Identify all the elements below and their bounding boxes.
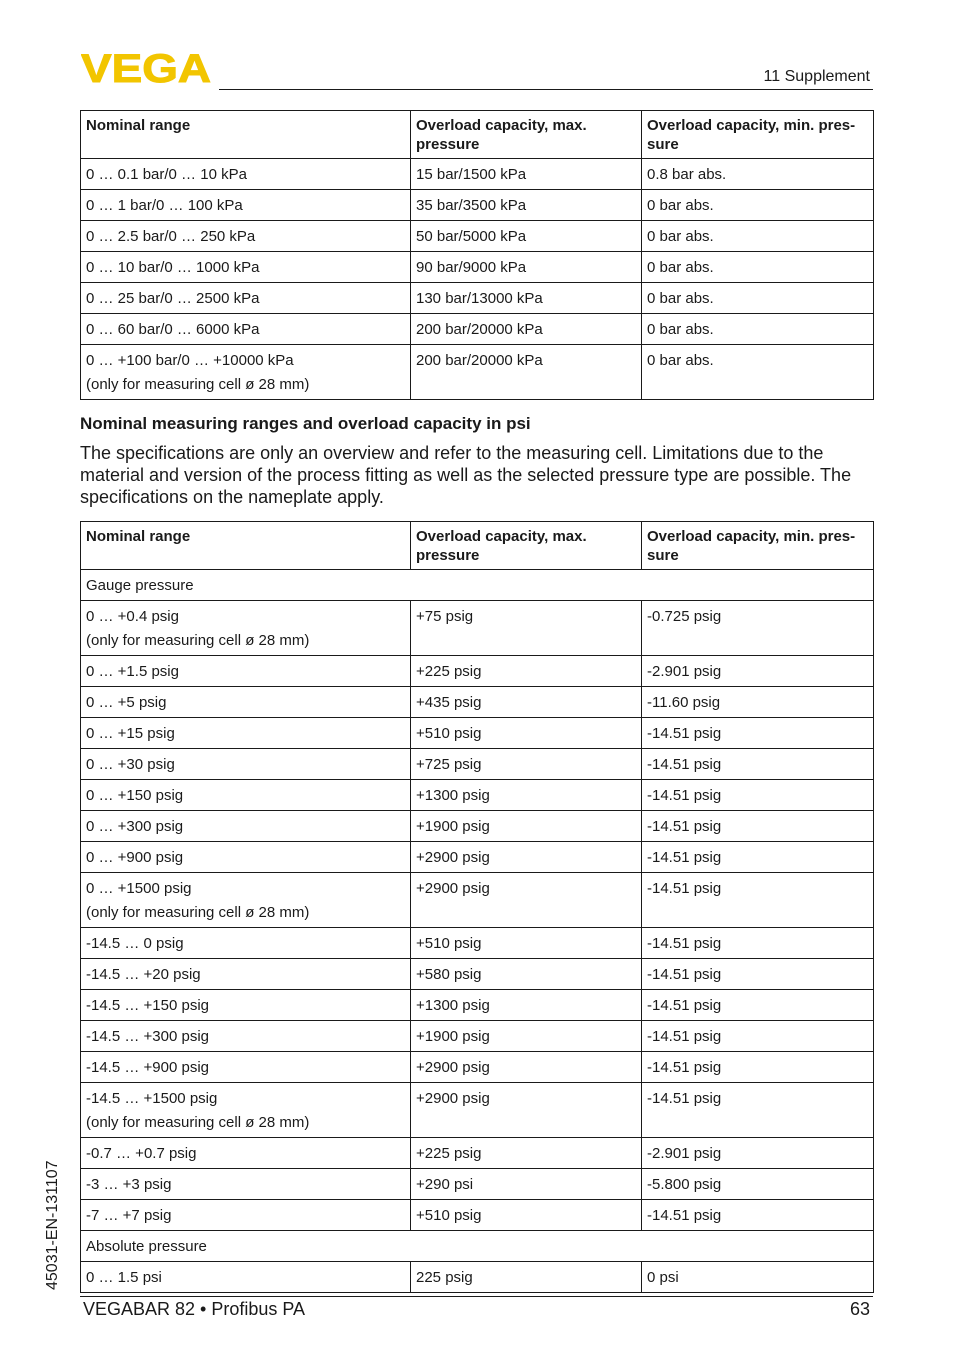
footer-title: VEGABAR 82 • Profibus PA bbox=[83, 1299, 306, 1319]
group-row-gauge bbox=[81, 570, 874, 601]
table-row bbox=[81, 990, 874, 1021]
cell-range: -14.5 … +300 psig bbox=[81, 1021, 411, 1052]
cell-range: -14.5 … +900 psig bbox=[81, 1052, 411, 1083]
cell-min: 0 bar abs. bbox=[642, 345, 874, 400]
range-text: -14.5 … +1500 psig bbox=[86, 1090, 218, 1107]
cell-max: +1300 psig bbox=[411, 780, 642, 811]
cell-max: 200 bar/20000 kPa bbox=[411, 345, 642, 400]
header-overload-min: Overload capacity, min. pres-sure bbox=[642, 522, 874, 570]
table-row bbox=[81, 190, 874, 221]
footer-divider bbox=[80, 1296, 873, 1297]
cell-min: -14.51 psig bbox=[642, 780, 874, 811]
table-row bbox=[81, 1138, 874, 1169]
cell-max: +2900 psig bbox=[411, 1052, 642, 1083]
table-header-row bbox=[81, 522, 874, 570]
cell-range: -0.7 … +0.7 psig bbox=[81, 1138, 411, 1169]
cell-min: -14.51 psig bbox=[642, 959, 874, 990]
cell-range: -7 … +7 psig bbox=[81, 1200, 411, 1231]
table-row bbox=[81, 1021, 874, 1052]
cell-range: 0 … +300 psig bbox=[81, 811, 411, 842]
cell-range: 0 … +30 psig bbox=[81, 749, 411, 780]
cell-range: 0 … 10 bar/0 … 1000 kPa bbox=[81, 252, 411, 283]
range-note: (only for measuring cell ø 28 mm) bbox=[86, 632, 310, 649]
cell-max: +225 psig bbox=[411, 1138, 642, 1169]
table-row bbox=[81, 1052, 874, 1083]
cell-max: 50 bar/5000 kPa bbox=[411, 221, 642, 252]
cell-min: 0 bar abs. bbox=[642, 190, 874, 221]
cell-max: +580 psig bbox=[411, 959, 642, 990]
table-header-row bbox=[81, 111, 874, 159]
table-row bbox=[81, 601, 874, 656]
table-row bbox=[81, 1262, 874, 1293]
cell-max: +510 psig bbox=[411, 718, 642, 749]
cell-range bbox=[81, 601, 411, 656]
psi-table-body bbox=[81, 570, 874, 1293]
range-text: 0 … +0.4 psig bbox=[86, 608, 179, 625]
cell-range: 0 … 0.1 bar/0 … 10 kPa bbox=[81, 159, 411, 190]
cell-min: 0 bar abs. bbox=[642, 221, 874, 252]
cell-min: -14.51 psig bbox=[642, 1021, 874, 1052]
cell-range: 0 … 2.5 bar/0 … 250 kPa bbox=[81, 221, 411, 252]
cell-min: -14.51 psig bbox=[642, 873, 874, 928]
cell-min: -14.51 psig bbox=[642, 990, 874, 1021]
range-note: (only for measuring cell ø 28 mm) bbox=[86, 376, 310, 393]
table-row bbox=[81, 314, 874, 345]
cell-range: 0 … +1.5 psig bbox=[81, 656, 411, 687]
cell-max: +510 psig bbox=[411, 1200, 642, 1231]
cell-max: +2900 psig bbox=[411, 842, 642, 873]
cell-max: +1900 psig bbox=[411, 811, 642, 842]
cell-max: 35 bar/3500 kPa bbox=[411, 190, 642, 221]
cell-max: 15 bar/1500 kPa bbox=[411, 159, 642, 190]
table-row bbox=[81, 159, 874, 190]
cell-range bbox=[81, 1083, 411, 1138]
logo-text: VEGA bbox=[81, 52, 211, 84]
vega-logo bbox=[81, 52, 211, 84]
table-row bbox=[81, 928, 874, 959]
cell-range: 0 … 60 bar/0 … 6000 kPa bbox=[81, 314, 411, 345]
table-row bbox=[81, 842, 874, 873]
cell-max: 200 bar/20000 kPa bbox=[411, 314, 642, 345]
section-label: 11 Supplement bbox=[763, 68, 870, 85]
table-row bbox=[81, 221, 874, 252]
cell-range: 0 … +15 psig bbox=[81, 718, 411, 749]
cell-max: +75 psig bbox=[411, 601, 642, 656]
cell-range: -14.5 … +150 psig bbox=[81, 990, 411, 1021]
range-text: 0 … +1500 psig bbox=[86, 880, 192, 897]
cell-min: -14.51 psig bbox=[642, 1083, 874, 1138]
cell-max: +2900 psig bbox=[411, 1083, 642, 1138]
table-row bbox=[81, 873, 874, 928]
cell-range: -14.5 … 0 psig bbox=[81, 928, 411, 959]
cell-max: 90 bar/9000 kPa bbox=[411, 252, 642, 283]
cell-min: 0.8 bar abs. bbox=[642, 159, 874, 190]
cell-min: -11.60 psig bbox=[642, 687, 874, 718]
group-label: Gauge pressure bbox=[81, 570, 874, 601]
table-row bbox=[81, 1200, 874, 1231]
cell-range: -3 … +3 psig bbox=[81, 1169, 411, 1200]
intro-paragraph: The specifications are only an overview and refer to the measuring cell. Limitations due to the material and version of the process fitting as well as the selected pressure type are possible. The specifications on the nameplate apply. bbox=[80, 443, 852, 507]
header-divider bbox=[219, 89, 873, 90]
cell-min: -14.51 psig bbox=[642, 1200, 874, 1231]
table-row bbox=[81, 345, 874, 400]
table-row bbox=[81, 283, 874, 314]
cell-min: -0.725 psig bbox=[642, 601, 874, 656]
cell-max: +2900 psig bbox=[411, 873, 642, 928]
header-nominal-range: Nominal range bbox=[81, 522, 411, 570]
header-overload-max: Overload capacity, max. pressure bbox=[411, 111, 642, 159]
table-row bbox=[81, 687, 874, 718]
cell-range: -14.5 … +20 psig bbox=[81, 959, 411, 990]
cell-range bbox=[81, 345, 411, 400]
cell-min: 0 bar abs. bbox=[642, 283, 874, 314]
table-row bbox=[81, 749, 874, 780]
cell-min: -14.51 psig bbox=[642, 811, 874, 842]
table-row bbox=[81, 780, 874, 811]
group-row-absolute bbox=[81, 1231, 874, 1262]
cell-range: 0 … 1 bar/0 … 100 kPa bbox=[81, 190, 411, 221]
table-row bbox=[81, 1083, 874, 1138]
cell-max: +725 psig bbox=[411, 749, 642, 780]
cell-max: +290 psi bbox=[411, 1169, 642, 1200]
group-label: Absolute pressure bbox=[81, 1231, 874, 1262]
table-row bbox=[81, 959, 874, 990]
cell-max: +510 psig bbox=[411, 928, 642, 959]
table-psi-ranges bbox=[80, 521, 874, 1293]
cell-min: 0 bar abs. bbox=[642, 252, 874, 283]
cell-max: +1300 psig bbox=[411, 990, 642, 1021]
cell-min: -5.800 psig bbox=[642, 1169, 874, 1200]
header-nominal-range: Nominal range bbox=[81, 111, 411, 159]
cell-max: 225 psig bbox=[411, 1262, 642, 1293]
table-row bbox=[81, 1169, 874, 1200]
table-row bbox=[81, 656, 874, 687]
range-note: (only for measuring cell ø 28 mm) bbox=[86, 904, 310, 921]
cell-range: 0 … +900 psig bbox=[81, 842, 411, 873]
cell-max: 130 bar/13000 kPa bbox=[411, 283, 642, 314]
cell-min: 0 psi bbox=[642, 1262, 874, 1293]
cell-min: -14.51 psig bbox=[642, 928, 874, 959]
table-row bbox=[81, 252, 874, 283]
range-note: (only for measuring cell ø 28 mm) bbox=[86, 1114, 310, 1131]
page-number: 63 bbox=[849, 1299, 870, 1319]
cell-min: -14.51 psig bbox=[642, 842, 874, 873]
cell-min: -2.901 psig bbox=[642, 656, 874, 687]
section-heading: Nominal measuring ranges and overload capacity in psi bbox=[80, 414, 531, 433]
cell-max: +1900 psig bbox=[411, 1021, 642, 1052]
cell-range: 0 … +150 psig bbox=[81, 780, 411, 811]
table-row bbox=[81, 811, 874, 842]
cell-min: -14.51 psig bbox=[642, 749, 874, 780]
range-text: 0 … +100 bar/0 … +10000 kPa bbox=[86, 352, 294, 369]
cell-max: +435 psig bbox=[411, 687, 642, 718]
cell-min: -14.51 psig bbox=[642, 718, 874, 749]
cell-max: +225 psig bbox=[411, 656, 642, 687]
header-overload-min: Overload capacity, min. pres-sure bbox=[642, 111, 874, 159]
cell-range bbox=[81, 873, 411, 928]
header-overload-max: Overload capacity, max. pressure bbox=[411, 522, 642, 570]
cell-range: 0 … 25 bar/0 … 2500 kPa bbox=[81, 283, 411, 314]
cell-min: 0 bar abs. bbox=[642, 314, 874, 345]
document-number: 45031-EN-131107 bbox=[44, 1160, 61, 1290]
cell-min: -14.51 psig bbox=[642, 1052, 874, 1083]
cell-range: 0 … 1.5 psi bbox=[81, 1262, 411, 1293]
cell-range: 0 … +5 psig bbox=[81, 687, 411, 718]
table-bar-ranges bbox=[80, 110, 874, 400]
cell-min: -2.901 psig bbox=[642, 1138, 874, 1169]
table-row bbox=[81, 718, 874, 749]
